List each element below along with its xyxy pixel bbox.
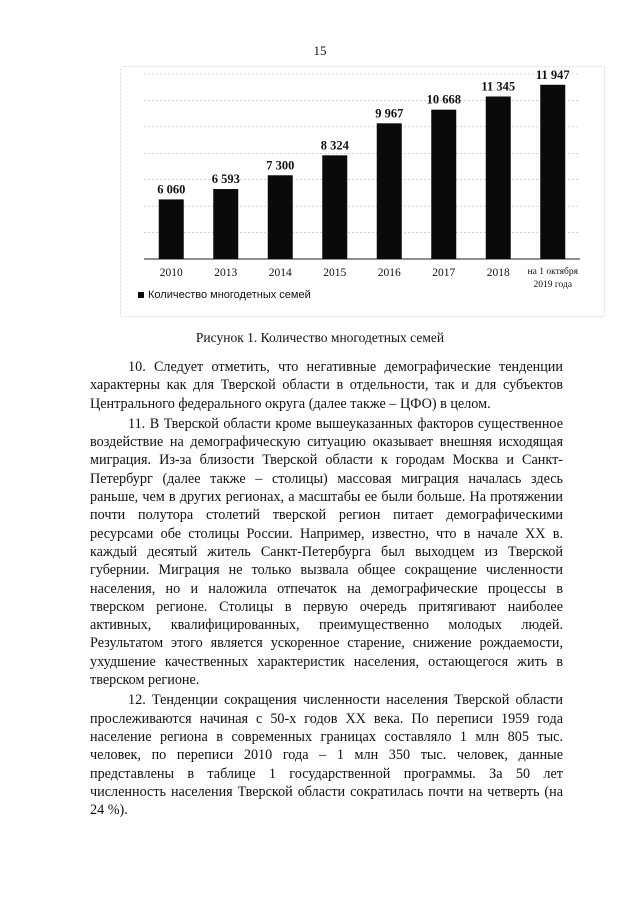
paragraph-11: 11. В Тверской области кроме вышеуказанных факторов существенное воздействие на демографическую ситуацию оказывает внешняя исходящая миграция. Из-за близости Тверской области к городам Москва и Санкт-Петербург (далее также – столицы) массовая миграция началась здесь раньше, чем в других регионах, а масштабы ее были больше. На протяжении почти полутора столетий тверской регион питает демографическими ресурсами обе столицы России. Например, известно, что в начале XX в. каждый десятый житель Санкт-Петербурга был выходцем из Тверской губернии. Миграция не только вызвала общее сокращение численности населения, но и наложила отпечаток на демографические процессы в тверском регионе. Столицы в первую очередь притягивают наиболее активных, квалифицированных, преимущественно молодых людей. Результатом этого является ускоренное старение, снижение рождаемости, ухудшение качественных характеристик населения, остающегося жить в тверском регионе. (90, 415, 563, 689)
data-label: 8 324 (320, 138, 349, 153)
x-tick-label: на 1 октября (527, 267, 578, 277)
bar (540, 85, 565, 259)
x-tick-label: 2019 года (533, 280, 573, 290)
chart-legend (138, 289, 311, 301)
bar (431, 110, 456, 259)
data-label: 10 668 (426, 92, 461, 107)
text-body (90, 358, 563, 821)
data-label: 6 060 (157, 182, 186, 197)
paragraph-12: 12. Тенденции сокращения численности населения Тверской области прослеживаются начиная с 50-х годов XX века. По переписи 1959 года население региона в современных границах составляло 1 млн 805 тыс. человек, по переписи 2010 года – 1 млн 350 тыс. человек, данные представлены в таблице 1 государственной программы. За 50 лет численность населения Тверской области сократилась почти на четверть (на 24 %). (90, 692, 563, 819)
bar (377, 123, 402, 259)
bar (322, 155, 347, 259)
data-label: 11 947 (535, 67, 570, 82)
page-number: 15 (313, 43, 327, 58)
legend-swatch (138, 292, 144, 298)
bar-chart (120, 66, 605, 318)
x-tick-label: 2014 (268, 267, 292, 279)
x-tick-label: 2013 (214, 267, 238, 279)
x-tick-label: 2016 (377, 267, 401, 279)
bar (486, 96, 511, 259)
data-label: 6 593 (211, 172, 240, 187)
bar (268, 175, 293, 259)
bar (159, 199, 184, 259)
x-tick-label: 2010 (159, 267, 183, 279)
bar (213, 189, 238, 259)
x-tick-label: 2017 (432, 267, 456, 279)
figure-caption: Рисунок 1. Количество многодетных семей (195, 330, 445, 345)
x-tick-label: 2018 (486, 267, 510, 279)
data-label: 11 345 (481, 79, 516, 94)
data-label: 7 300 (266, 158, 295, 173)
paragraph-10: 10. Следует отметить, что негативные демографические тенденции характерны как для Тверской области в отдельности, так и для субъектов Центрального федерального округа (далее также – ЦФО) в целом. (90, 359, 563, 412)
chart-canvas (120, 66, 605, 318)
data-label: 9 967 (375, 106, 404, 121)
chart-frame (121, 67, 605, 317)
x-tick-label: 2015 (323, 267, 347, 279)
legend-label: Количество многодетных семей (148, 289, 311, 301)
